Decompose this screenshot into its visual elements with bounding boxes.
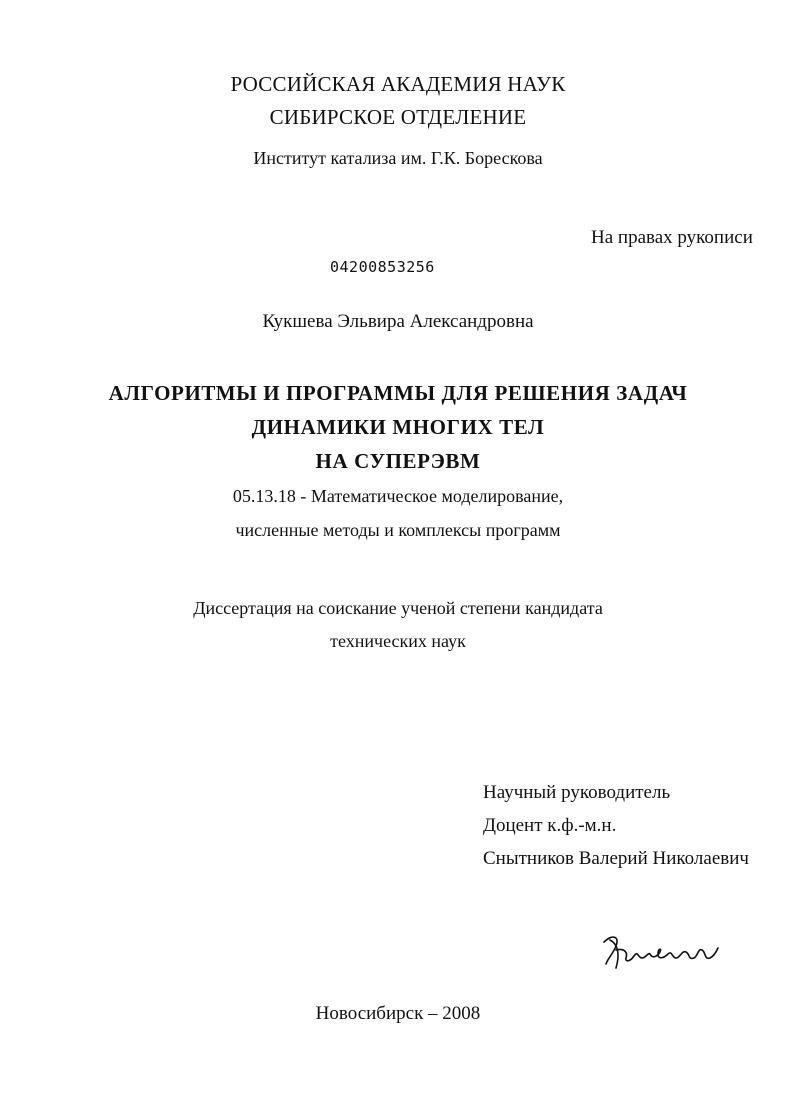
- handwritten-signature: [598, 928, 730, 974]
- author-name: Кукшева Эльвира Александровна: [262, 311, 534, 332]
- branch-name: СИБИРСКОЕ ОТДЕЛЕНИЕ: [269, 105, 527, 129]
- supervisor-rank: Доцент к.ф.-м.н.: [483, 815, 617, 836]
- city-year: Новосибирск – 2008: [315, 1003, 481, 1024]
- rights-note: На правах рукописи: [591, 227, 753, 248]
- specialty-line-2: численные методы и комплексы программ: [235, 520, 561, 540]
- title-line-3: НА СУПЕРЭВМ: [315, 449, 481, 473]
- degree-line-1: Диссертация на соискание ученой степени кандидата: [193, 598, 603, 618]
- catalog-number: 04200853256: [330, 258, 435, 276]
- title-line-1: АЛГОРИТМЫ И ПРОГРАММЫ ДЛЯ РЕШЕНИЯ ЗАДАЧ: [108, 381, 688, 405]
- specialty-line-1: 05.13.18 - Математическое моделирование,: [232, 486, 564, 506]
- institute-name: Институт катализа им. Г.К. Борескова: [253, 148, 543, 168]
- degree-line-2: технических наук: [330, 631, 466, 651]
- title-line-2: ДИНАМИКИ МНОГИХ ТЕЛ: [251, 415, 545, 439]
- academy-name: РОССИЙСКАЯ АКАДЕМИЯ НАУК: [230, 72, 566, 96]
- supervisor-name: Снытников Валерий Николаевич: [483, 848, 749, 869]
- supervisor-role: Научный руководитель: [483, 782, 671, 803]
